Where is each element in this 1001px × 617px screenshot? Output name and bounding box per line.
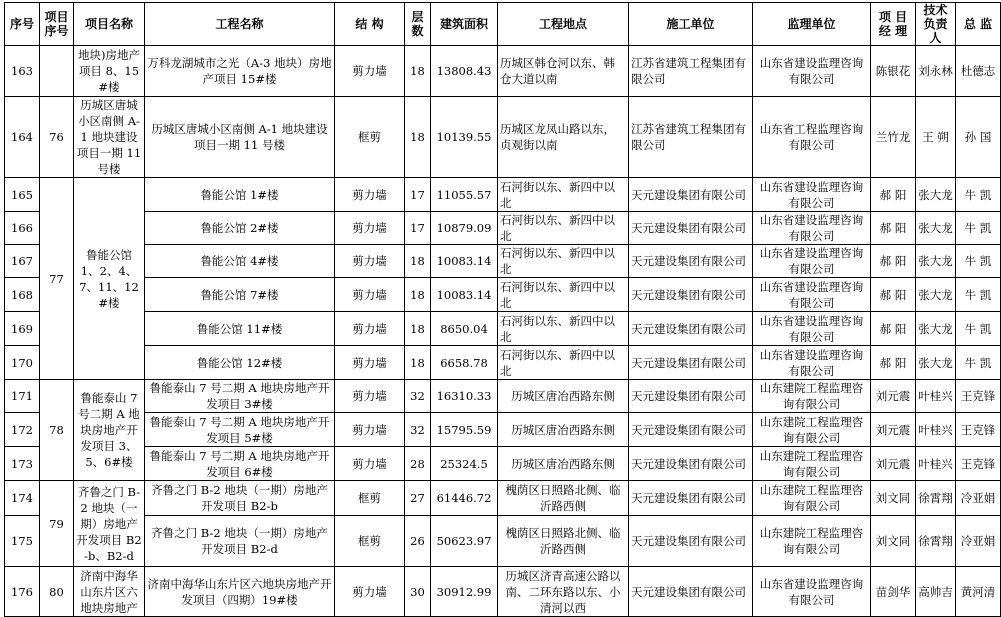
cell-chief: 牛 凯 <box>956 212 1001 245</box>
cell-eng-name: 历城区唐城小区南侧 A-1 地块建设项目一期 11 号楼 <box>145 97 335 178</box>
cell-proj-name: 济南中海华山东片区六地块房地产 <box>74 567 145 617</box>
cell-builder: 天元建设集团有限公司 <box>629 481 753 516</box>
cell-chief: 黄河清 <box>956 567 1001 617</box>
cell-location: 石河街以东、新四中以北 <box>498 212 629 245</box>
cell-floors: 17 <box>405 212 431 245</box>
cell-area: 50623.97 <box>431 516 498 567</box>
cell-proj-name: 齐鲁之门 B-2 地块（一期）房地产开发项目 B2-b、B2-d <box>74 481 145 567</box>
cell-location: 槐荫区日照路北侧、临沂路西侧 <box>498 516 629 567</box>
cell-eng-name: 济南中海华山东片区六地块房地产开发项目（四期）19#楼 <box>145 567 335 617</box>
cell-location: 历城区龙凤山路以东，贞观街以南 <box>498 97 629 178</box>
cell-proj-seq: 78 <box>40 380 74 481</box>
header-tech: 技术负责人 <box>916 3 956 46</box>
cell-tech: 叶桂兴 <box>916 380 956 413</box>
cell-proj-name: 鲁能公馆 1、2、4、7、11、12#楼 <box>74 178 145 380</box>
cell-pm: 苗剑华 <box>871 567 916 617</box>
cell-seq: 172 <box>5 413 40 447</box>
cell-floors: 17 <box>405 178 431 212</box>
cell-eng-name: 齐鲁之门 B-2 地块（一期）房地产开发项目 B2-d <box>145 516 335 567</box>
cell-supervisor: 山东省建设监理咨询有限公司 <box>753 278 871 312</box>
table-row <box>5 413 1001 447</box>
cell-proj-seq: 80 <box>40 567 74 617</box>
header-supervisor: 监理单位 <box>753 3 871 46</box>
cell-chief: 牛 凯 <box>956 278 1001 312</box>
cell-location: 历城区韩仓河以东、韩仓大道以南 <box>498 46 629 97</box>
header-eng-name: 工程名称 <box>145 3 335 46</box>
cell-supervisor: 山东建院工程监理咨询有限公司 <box>753 413 871 447</box>
cell-eng-name: 鲁能公馆 12#楼 <box>145 346 335 380</box>
cell-seq: 175 <box>5 516 40 567</box>
cell-tech: 张大龙 <box>916 245 956 278</box>
cell-builder: 天元建设集团有限公司 <box>629 413 753 447</box>
cell-structure: 剪力墙 <box>335 380 405 413</box>
cell-seq: 169 <box>5 312 40 346</box>
header-floors: 层数 <box>405 3 431 46</box>
cell-seq: 165 <box>5 178 40 212</box>
table-row <box>5 278 1001 312</box>
cell-builder: 天元建设集团有限公司 <box>629 278 753 312</box>
cell-supervisor: 山东省建设监理咨询有限公司 <box>753 178 871 212</box>
cell-seq: 173 <box>5 447 40 481</box>
cell-chief: 王克锋 <box>956 413 1001 447</box>
cell-structure: 剪力墙 <box>335 346 405 380</box>
cell-floors: 18 <box>405 312 431 346</box>
cell-proj-name: 鲁能泰山 7 号二期 A 地块房地产开发项目 3、5、6#楼 <box>74 380 145 481</box>
table-row <box>5 346 1001 380</box>
cell-floors: 28 <box>405 447 431 481</box>
header-chief: 总 监 <box>956 3 1001 46</box>
header-proj-seq: 项目序号 <box>40 3 74 46</box>
cell-tech: 高帅吉 <box>916 567 956 617</box>
cell-location: 石河街以东、新四中以北 <box>498 312 629 346</box>
cell-supervisor: 山东省建设监理咨询有限公司 <box>753 245 871 278</box>
cell-builder: 天元建设集团有限公司 <box>629 245 753 278</box>
table-row <box>5 178 1001 212</box>
table-row <box>5 567 1001 617</box>
cell-area: 25324.5 <box>431 447 498 481</box>
cell-pm: 郝 阳 <box>871 178 916 212</box>
cell-area: 10083.14 <box>431 278 498 312</box>
table-header-row <box>5 3 1001 46</box>
cell-tech: 张大龙 <box>916 312 956 346</box>
cell-tech: 张大龙 <box>916 278 956 312</box>
cell-floors: 18 <box>405 346 431 380</box>
cell-tech: 徐霄翔 <box>916 516 956 567</box>
cell-builder: 天元建设集团有限公司 <box>629 447 753 481</box>
cell-structure: 剪力墙 <box>335 567 405 617</box>
cell-location: 石河街以东、新四中以北 <box>498 178 629 212</box>
cell-structure: 框剪 <box>335 97 405 178</box>
cell-eng-name: 鲁能公馆 11#楼 <box>145 312 335 346</box>
cell-structure: 框剪 <box>335 516 405 567</box>
cell-location: 槐荫区日照路北侧、临沂路西侧 <box>498 481 629 516</box>
cell-builder: 江苏省建筑工程集团有限公司 <box>629 46 753 97</box>
cell-chief: 杜德志 <box>956 46 1001 97</box>
cell-seq: 176 <box>5 567 40 617</box>
header-proj-name: 项目名称 <box>74 3 145 46</box>
cell-eng-name: 齐鲁之门 B-2 地块（一期）房地产开发项目 B2-b <box>145 481 335 516</box>
cell-seq: 167 <box>5 245 40 278</box>
cell-chief: 牛 凯 <box>956 346 1001 380</box>
cell-seq: 174 <box>5 481 40 516</box>
cell-supervisor: 山东省工程监理咨询有限公司 <box>753 97 871 178</box>
cell-seq: 163 <box>5 46 40 97</box>
header-structure: 结 构 <box>335 3 405 46</box>
cell-structure: 剪力墙 <box>335 278 405 312</box>
cell-proj-seq: 76 <box>40 97 74 178</box>
cell-supervisor: 山东建院工程监理咨询有限公司 <box>753 481 871 516</box>
cell-builder: 天元建设集团有限公司 <box>629 178 753 212</box>
cell-eng-name: 鲁能公馆 1#楼 <box>145 178 335 212</box>
cell-tech: 张大龙 <box>916 212 956 245</box>
cell-tech: 张大龙 <box>916 346 956 380</box>
cell-tech: 张大龙 <box>916 178 956 212</box>
cell-supervisor: 山东建院工程监理咨询有限公司 <box>753 380 871 413</box>
table-row <box>5 312 1001 346</box>
cell-builder: 天元建设集团有限公司 <box>629 312 753 346</box>
cell-pm: 刘元震 <box>871 413 916 447</box>
cell-eng-name: 鲁能泰山 7 号二期 A 地块房地产开发项目 5#楼 <box>145 413 335 447</box>
table-row <box>5 212 1001 245</box>
cell-area: 15795.59 <box>431 413 498 447</box>
cell-area: 16310.33 <box>431 380 498 413</box>
cell-area: 11055.57 <box>431 178 498 212</box>
cell-location: 历城区唐冶西路东侧 <box>498 380 629 413</box>
cell-builder: 天元建设集团有限公司 <box>629 567 753 617</box>
cell-builder: 天元建设集团有限公司 <box>629 212 753 245</box>
cell-supervisor: 山东建院工程监理咨询有限公司 <box>753 447 871 481</box>
table-row <box>5 516 1001 567</box>
cell-chief: 冷亚娟 <box>956 481 1001 516</box>
cell-eng-name: 鲁能公馆 2#楼 <box>145 212 335 245</box>
cell-area: 61446.72 <box>431 481 498 516</box>
cell-location: 历城区唐冶西路东侧 <box>498 413 629 447</box>
table-row <box>5 97 1001 178</box>
cell-area: 8650.04 <box>431 312 498 346</box>
table-row <box>5 46 1001 97</box>
cell-eng-name: 鲁能公馆 4#楼 <box>145 245 335 278</box>
cell-seq: 170 <box>5 346 40 380</box>
table-row <box>5 380 1001 413</box>
cell-area: 10879.09 <box>431 212 498 245</box>
cell-tech: 叶桂兴 <box>916 413 956 447</box>
cell-area: 30912.99 <box>431 567 498 617</box>
cell-pm: 郝 阳 <box>871 312 916 346</box>
cell-pm: 刘文同 <box>871 516 916 567</box>
cell-location: 石河街以东、新四中以北 <box>498 346 629 380</box>
cell-floors: 18 <box>405 278 431 312</box>
cell-area: 6658.78 <box>431 346 498 380</box>
project-table-sheet <box>4 2 996 617</box>
cell-supervisor: 山东省建设监理咨询有限公司 <box>753 212 871 245</box>
cell-proj-name: 历城区唐城小区南侧 A-1 地块建设项目一期 11 号楼 <box>74 97 145 178</box>
cell-seq: 171 <box>5 380 40 413</box>
cell-pm: 郝 阳 <box>871 346 916 380</box>
cell-supervisor: 山东省建设监理咨询有限公司 <box>753 312 871 346</box>
cell-floors: 32 <box>405 380 431 413</box>
cell-chief: 王克锋 <box>956 447 1001 481</box>
cell-proj-seq: 79 <box>40 481 74 567</box>
cell-tech: 叶桂兴 <box>916 447 956 481</box>
cell-tech: 王 朔 <box>916 97 956 178</box>
header-builder: 施工单位 <box>629 3 753 46</box>
cell-pm: 郝 阳 <box>871 245 916 278</box>
cell-floors: 30 <box>405 567 431 617</box>
cell-pm: 郝 阳 <box>871 278 916 312</box>
cell-proj-seq: 77 <box>40 178 74 380</box>
cell-location: 石河街以东、新四中以北 <box>498 245 629 278</box>
cell-supervisor: 山东建院工程监理咨询有限公司 <box>753 516 871 567</box>
cell-proj-seq <box>40 46 74 97</box>
cell-structure: 剪力墙 <box>335 413 405 447</box>
cell-builder: 天元建设集团有限公司 <box>629 516 753 567</box>
cell-structure: 剪力墙 <box>335 447 405 481</box>
cell-location: 历城区济青高速公路以南、二环东路以东、小清河以西 <box>498 567 629 617</box>
cell-pm: 刘元震 <box>871 380 916 413</box>
cell-supervisor: 山东省建设监理咨询有限公司 <box>753 346 871 380</box>
cell-pm: 刘元震 <box>871 447 916 481</box>
cell-pm: 兰竹龙 <box>871 97 916 178</box>
cell-seq: 168 <box>5 278 40 312</box>
cell-area: 10083.14 <box>431 245 498 278</box>
cell-floors: 18 <box>405 245 431 278</box>
cell-floors: 27 <box>405 481 431 516</box>
cell-structure: 剪力墙 <box>335 312 405 346</box>
table-row <box>5 245 1001 278</box>
cell-pm: 陈银花 <box>871 46 916 97</box>
cell-structure: 剪力墙 <box>335 212 405 245</box>
cell-floors: 32 <box>405 413 431 447</box>
table-row <box>5 481 1001 516</box>
cell-eng-name: 鲁能泰山 7 号二期 A 地块房地产开发项目 6#楼 <box>145 447 335 481</box>
cell-chief: 牛 凯 <box>956 178 1001 212</box>
cell-area: 10139.55 <box>431 97 498 178</box>
cell-location: 历城区唐冶西路东侧 <box>498 447 629 481</box>
cell-builder: 天元建设集团有限公司 <box>629 346 753 380</box>
cell-pm: 刘文同 <box>871 481 916 516</box>
cell-chief: 牛 凯 <box>956 312 1001 346</box>
cell-tech: 刘永林 <box>916 46 956 97</box>
cell-supervisor: 山东省建设监理咨询有限公司 <box>753 46 871 97</box>
cell-structure: 剪力墙 <box>335 178 405 212</box>
cell-structure: 框剪 <box>335 481 405 516</box>
cell-supervisor: 山东省建设监理咨询有限公司 <box>753 567 871 617</box>
cell-tech: 徐霄翔 <box>916 481 956 516</box>
header-pm: 项 目 经 理 <box>871 3 916 46</box>
header-area: 建筑面积 <box>431 3 498 46</box>
project-table <box>4 2 1001 617</box>
cell-structure: 剪力墙 <box>335 245 405 278</box>
header-location: 工程地点 <box>498 3 629 46</box>
cell-builder: 江苏省建筑工程集团有限公司 <box>629 97 753 178</box>
cell-floors: 18 <box>405 97 431 178</box>
cell-eng-name: 万科龙湖城市之光（A-3 地块）房地产项目 15#楼 <box>145 46 335 97</box>
cell-eng-name: 鲁能公馆 7#楼 <box>145 278 335 312</box>
cell-seq: 166 <box>5 212 40 245</box>
cell-proj-name: 地块)房地产项目 8、15#楼 <box>74 46 145 97</box>
cell-floors: 18 <box>405 46 431 97</box>
cell-location: 石河街以东、新四中以北 <box>498 278 629 312</box>
cell-seq: 164 <box>5 97 40 178</box>
cell-structure: 剪力墙 <box>335 46 405 97</box>
table-row <box>5 447 1001 481</box>
header-seq: 序号 <box>5 3 40 46</box>
cell-builder: 天元建设集团有限公司 <box>629 380 753 413</box>
cell-pm: 郝 阳 <box>871 212 916 245</box>
cell-chief: 孙 国 <box>956 97 1001 178</box>
cell-chief: 牛 凯 <box>956 245 1001 278</box>
cell-chief: 王克锋 <box>956 380 1001 413</box>
cell-eng-name: 鲁能泰山 7 号二期 A 地块房地产开发项目 3#楼 <box>145 380 335 413</box>
cell-area: 13808.43 <box>431 46 498 97</box>
cell-floors: 26 <box>405 516 431 567</box>
cell-chief: 冷亚娟 <box>956 516 1001 567</box>
